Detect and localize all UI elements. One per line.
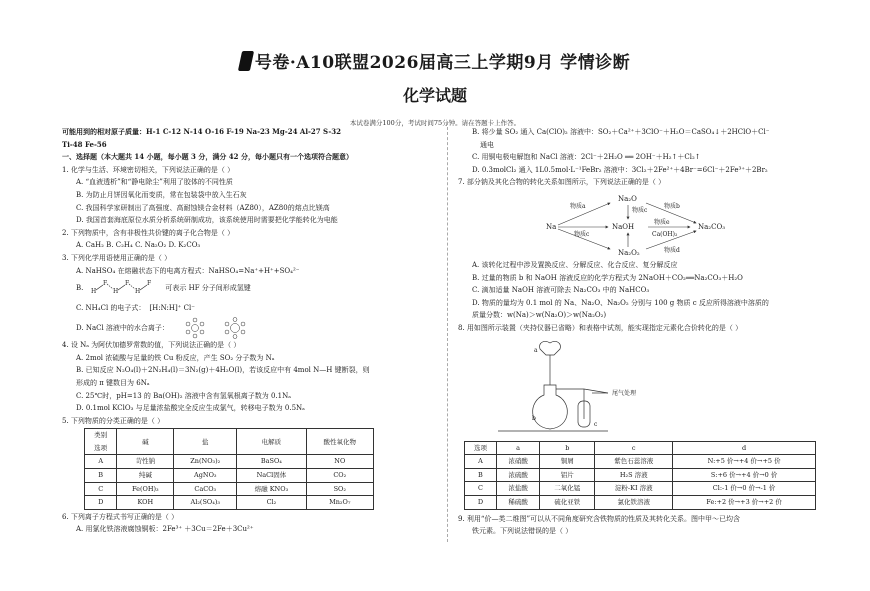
diagram-label-a: 物质a [570,202,586,210]
apparatus-label-c: c [594,420,598,428]
question-line: A. 用氯化铁溶液腐蚀铜板：2Fe³⁺ ＋3Cu＝2Fe＋3Cu²⁺ [76,525,254,534]
svg-text:F: F [147,280,152,288]
table-header-cell: 碱 [117,429,174,455]
apparatus-label-b: b [532,414,536,422]
tail-gas-label: 尾气处理 [612,389,637,397]
table-cell: Fe(OH)₃ [117,482,174,496]
diagram-label-b: 物质b [664,202,680,210]
left-question-block-2 [62,339,440,427]
question-line: D. 我国首套海底原位水质分析系统研制成功，该系统使用时需要把化学能转化为电能 [76,216,338,225]
question-line: 8. 用如图所示装置（夹持仪器已省略）和表格中试剂，能实现指定元素化合价转化的是（ ） [458,323,743,332]
table-cell: 铝片 [540,468,595,482]
table-row [465,455,816,469]
question-line: 2. 下列物质中，含有非极性共价键的离子化合物是（ ） [62,228,235,237]
diagram-node-na2co3: Na₂CO₃ [698,222,726,231]
question-line: 一、选择题（本大题共 14 小题，每小题 3 分，满分 42 分，每小题只有一个选项符合题意） [62,152,353,162]
table-cell: B [85,469,117,483]
q5-classification-table [84,428,374,510]
question-line: A. NaHSO₄ 在熔融状态下的电离方程式：NaHSO₄=Na⁺+H⁺+SO₄²⁻ [76,266,300,275]
svg-text:H: H [135,288,141,296]
svg-text:H: H [113,288,119,296]
table-row [85,482,374,496]
table-cell: 浓硫酸 [496,468,539,482]
brand-logo-text: 号卷 [254,53,290,73]
table-cell: Zn(NO₃)₂ [174,455,237,469]
table-cell: Fe:+2 价→+3 价→+2 价 [673,495,816,509]
q3-option-c-text: C. NH₄Cl 的电子式： [76,303,146,312]
question-line: B. 为防止月饼因氧化而变质，常在包装袋中放入生石灰 [76,190,247,199]
table-cell: NaCl固体 [237,469,306,483]
table-header-cell: 酸性氧化物 [306,429,373,455]
table-cell: A [465,455,497,469]
table-cell: 浓硝酸 [496,455,539,469]
right-question-block-3 [458,513,823,538]
right-column [458,126,823,538]
table-cell: Cl₂ [237,496,306,510]
table-cell: 二氧化锰 [540,482,595,496]
table-cell: NO [306,455,373,469]
exam-note: 本试卷满分100分，考试时间75分钟。请在答题卡上作答。 [349,119,521,127]
table-cell: 淀粉-KI 溶液 [595,482,673,496]
table-header-cell: b [540,441,595,455]
q3-option-d-text: D. NaCl 溶液中的水合离子： [76,323,169,332]
table-cell: A [85,455,117,469]
table-header-cell: a [496,441,539,455]
right-question-block-1 [458,126,823,189]
diagram-node-naoh: NaOH [612,222,635,231]
table-cell: CO₂ [306,469,373,483]
question-line: A. CaH₂ B. C₂H₄ C. Na₂O₂ D. K₂CO₃ [76,241,201,250]
table-cell: Mn₂O₇ [306,496,373,510]
question-line: 9. 利用“价—类二维图”可以从不同角度研究含铁物质的性质及其转化关系。图中甲～已均含 [458,514,741,523]
right-question-block-2 [458,259,823,335]
q3-option-c [62,299,440,317]
table-cell: Cl:-1 价→0 价→-1 价 [673,482,816,496]
question-line: D. 0.3molCl₂ 通入 1L0.5mol·L⁻¹FeBr₂ 溶液中：3Cl₂＋2Fe²⁺＋4Br⁻=6Cl⁻＋2Fe³⁺＋2Br₂ [472,165,768,174]
table-row [465,468,816,482]
diagram-label-caoh2: Ca(OH)₂ [652,230,678,238]
question-line: 铁元素。下列说法错误的是（ ） [472,527,573,536]
question-line: C. 用铜电极电解饱和 NaCl 溶液：2Cl⁻＋2H₂O ══ 2OH⁻＋H₂↑＋Cl₂↑ [472,153,701,162]
question-line: 6. 下列离子方程式书写正确的是（ ） [62,512,179,521]
diagram-label-d: 物质d [664,246,680,254]
brand-logo-icon [238,51,254,71]
question-line: 通电 [480,140,494,149]
table-header-cell: d [673,441,816,455]
left-question-block-1 [62,126,440,277]
table-cell: H₂S 溶液 [595,468,673,482]
table-cell: SO₂ [306,482,373,496]
nh4cl-electron-formula: [H:N:H]⁺ Cl⁻ [149,303,195,312]
question-line: D. 物质的量均为 0.1 mol 的 Na、Na₂O、Na₂O₂ 分别与 100 g 物质 c 反应所得溶液中溶质的 [472,298,769,307]
table-cell: N:+5 价→+4 价→+5 价 [673,455,816,469]
svg-text:H: H [91,288,97,296]
table-header-cell: 选项 [465,441,497,455]
question-line: 4. 设 Nₐ 为阿伏加德罗常数的值，下列说法正确的是（ ） [62,341,241,350]
table-header-row [85,429,374,455]
question-line: B. 已知反应 N₂O₄(l)＋2N₂H₄(l)＝3N₂(g)＋4H₂O(l)，若该反应中有 4mol N—H 键断裂，则 [76,366,370,375]
q3-option-b-text: 可表示 HF 分子间形成氢键 [165,283,251,292]
column-divider [447,122,448,542]
table-row [85,496,374,510]
table-row [85,455,374,469]
question-line: D. 0.1mol KClO₃ 与足量浓盐酸完全反应生成氯气，转移电子数为 0.5Nₐ [76,404,305,413]
table-row [465,495,816,509]
q8-reagent-table [464,441,816,510]
table-cell: C [85,482,117,496]
sodium-conversion-diagram [458,189,823,259]
table-row [85,469,374,483]
table-cell: S:+6 价→+4 价→0 价 [673,468,816,482]
table-cell: 铜屑 [540,455,595,469]
q3-option-b-label: B. [76,283,84,292]
table-header-cell: c [595,441,673,455]
table-cell: 氯化铁溶液 [595,495,673,509]
table-cell: 纯碱 [117,469,174,483]
table-cell: AgNO₃ [174,469,237,483]
table-cell: BaSO₄ [237,455,306,469]
left-column [62,126,440,536]
flask-apparatus-drawing [458,335,823,439]
question-line: 形成的 π 键数目为 6Nₐ [76,378,150,387]
question-line: 可能用到的相对原子质量：H-1 C-12 N-14 O-16 F-19 Na-23 Mg-24 Al-27 S-32 [62,127,342,136]
exam-header [0,48,870,127]
table-cell: Al₂(SO₄)₃ [174,496,237,510]
q3-option-d [62,317,440,339]
question-line: A. 2mol 浓硫酸与足量的铁 Cu 粉反应，产生 SO₂ 分子数为 Nₐ [76,353,275,362]
question-line: Ti-48 Fe-56 [62,139,107,149]
question-line: 7. 部分钠及其化合物的转化关系如图所示，下列说法正确的是（ ） [458,178,666,187]
question-line: 质量分数：w(Na)＞w(Na₂O)＞w(Na₂O₂) [472,311,607,320]
table-cell: KOH [117,496,174,510]
question-line: A. “血液透析”和“静电除尘”利用了胶体的不同性质 [76,178,233,187]
diagram-node-na2o2: Na₂O₂ [618,248,640,257]
table-cell: 稀硫酸 [496,495,539,509]
table-header-cell: 盐 [174,429,237,455]
table-cell: CaCO₃ [174,482,237,496]
diagram-label-c: 物质c [632,206,648,214]
question-line: 1. 化学与生活、环境密切相关，下列说法正确的是（ ） [62,165,235,174]
svg-text:F: F [103,280,108,288]
svg-text:F: F [125,280,130,288]
question-line: 5. 下列物质的分类正确的是（ ） [62,416,165,425]
diagram-label-c2: 物质c [574,230,590,238]
apparatus-label-a: a [534,346,538,354]
question-line: C. 我国科学家研制出了高强度、高耐蚀镁合金材料（AZ80），AZ80的熔点比镁高 [76,203,330,212]
table-row [465,482,816,496]
exam-title [0,48,870,73]
table-header-cell: 类别 选项 [85,429,117,455]
q8-apparatus-figure [458,335,823,439]
question-line: C. 25℃时，pH=13 的 Ba(OH)₂ 溶液中含有氢氧根离子数为 0.1Nₐ [76,391,291,400]
left-question-block-3 [62,511,440,536]
table-header-row [465,441,816,455]
exam-title-text: ·A10联盟2026届高三上学期9月 学情诊断 [289,53,631,73]
hydrated-ion-diagram [175,317,265,339]
question-line: B. 将少量 SO₂ 通入 Ca(ClO)₂ 溶液中：SO₂＋Ca²⁺＋3ClO⁻＋H₂O＝CaSO₄↓＋2HClO＋Cl⁻ [472,128,770,136]
question-line: C. 滴加适量 NaOH 溶液可除去 Na₂CO₃ 中的 NaHCO₃ [472,286,650,295]
table-cell: D [85,496,117,510]
table-cell: D [465,495,497,509]
table-cell: B [465,468,497,482]
diagram-node-na: Na [546,222,557,231]
table-cell: 紫色石蕊溶液 [595,455,673,469]
subject-title: 化学试题 [402,86,467,105]
question-line: 3. 下列化学用语使用正确的是（ ） [62,253,172,262]
table-cell: 苛性钠 [117,455,174,469]
table-header-cell: 电解质 [237,429,306,455]
table-cell: 浓盐酸 [496,482,539,496]
diagram-node-na2o: Na₂O [618,194,637,203]
table-cell: 硫化亚铁 [540,495,595,509]
question-line: B. 过量的物质 b 和 NaOH 溶液反应的化学方程式为 2NaOH＋CO₂══Na₂CO₃＋H₂O [472,273,743,282]
table-cell: C [465,482,497,496]
diagram-label-e: 物质e [654,218,670,226]
hf-hydrogen-bond-diagram [89,277,159,299]
q3-option-b [62,277,440,299]
question-line: A. 该转化过程中涉及置换反应、分解反应、化合反应、复分解反应 [472,260,678,269]
table-cell: 熔融 KNO₃ [237,482,306,496]
sodium-conversion-arrows [458,189,823,259]
